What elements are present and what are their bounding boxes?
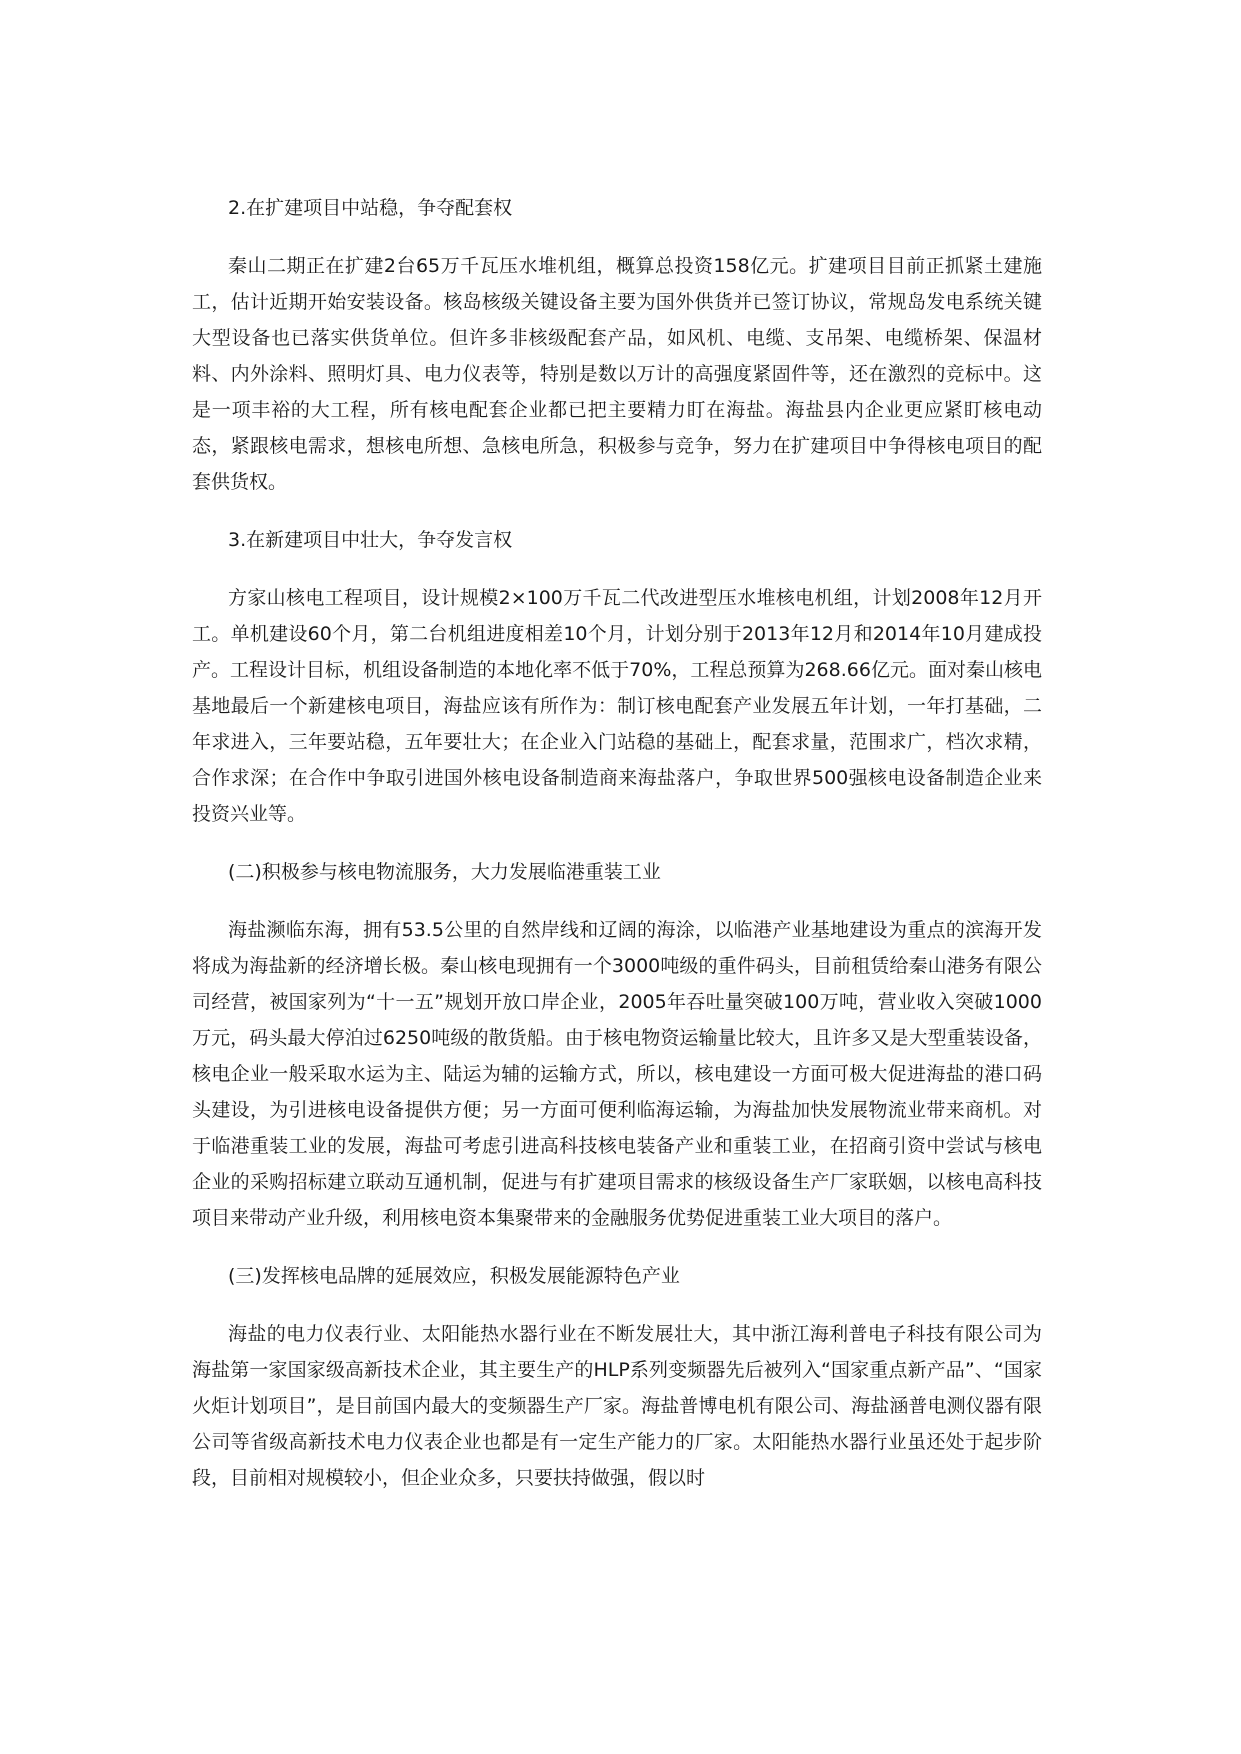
section-paragraph-energy-industry: 海盐的电力仪表行业、太阳能热水器行业在不断发展壮大，其中浙江海利普电子科技有限公司为海盐第一家国家级高新技术企业，其主要生产的HLP系列变频器先后被列入“国家重点新产品”、“国家火炬计划项目”，是目前国内最大的变频器生产厂家。海盐普博电机有限公司、海盐涵普电测仪器有限公司等省级高新技术电力仪表企业也都是有一定生产能力的厂家。太阳能热水器行业虽还处于起步阶段，目前相对规模较小，但企业众多，只要扶持做强，假以时 bbox=[192, 1323, 1042, 1489]
section-heading-expansion: 2.在扩建项目中站稳，争夺配套权 bbox=[228, 197, 513, 219]
section-paragraph-expansion: 秦山二期正在扩建2台65万千瓦压水堆机组，概算总投资158亿元。扩建项目目前正抓紧土建施工，估计近期开始安装设备。核岛核级关键设备主要为国外供货并已签订协议，常规岛发电系统关键大型设备也已落实供货单位。但许多非核级配套产品，如风机、电缆、支吊架、电缆桥架、保温材料、内外涂料、照明灯具、电力仪表等，特别是数以万计的高强度紧固件等，还在激烈的竞标中。这是一项丰裕的大工程，所有核电配套企业都已把主要精力盯在海盐。海盐县内企业更应紧盯核电动态，紧跟核电需求，想核电所想、急核电所急，积极参与竞争，努力在扩建项目中争得核电项目的配套供货权。 bbox=[192, 255, 1042, 493]
section-heading-energy-industry: (三)发挥核电品牌的延展效应，积极发展能源特色产业 bbox=[228, 1265, 680, 1287]
section-paragraph-logistics: 海盐濒临东海，拥有53.5公里的自然岸线和辽阔的海涂，以临港产业基地建设为重点的滨海开发将成为海盐新的经济增长极。秦山核电现拥有一个3000吨级的重件码头，目前租赁给秦山港务有限公司经营，被国家列为“十一五”规划开放口岸企业，2005年吞吐量突破100万吨，营业收入突破1000万元，码头最大停泊过6250吨级的散货船。由于核电物资运输量比较大，且许多又是大型重装设备，核电企业一般采取水运为主、陆运为辅的运输方式，所以，核电建设一方面可极大促进海盐的港口码头建设，为引进核电设备提供方便；另一方面可便利临海运输，为海盐加快发展物流业带来商机。对于临港重装工业的发展，海盐可考虑引进高科技核电装备产业和重装工业，在招商引资中尝试与核电企业的采购招标建立联动互通机制，促进与有扩建项目需求的核级设备生产厂家联姻，以核电高科技项目来带动产业升级，利用核电资本集聚带来的金融服务优势促进重装工业大项目的落户。 bbox=[192, 919, 1042, 1229]
section-heading-logistics: (二)积极参与核电物流服务，大力发展临港重装工业 bbox=[228, 861, 661, 883]
section-paragraph-new-project: 方家山核电工程项目，设计规模2×100万千瓦二代改进型压水堆核电机组，计划2008年12月开工。单机建设60个月，第二台机组进度相差10个月，计划分别于2013年12月和2014年10月建成投产。工程设计目标，机组设备制造的本地化率不低于70%，工程总预算为268.66亿元。面对秦山核电基地最后一个新建核电项目，海盐应该有所作为：制订核电配套产业发展五年计划，一年打基础，二年求进入，三年要站稳，五年要壮大；在企业入门站稳的基础上，配套求量，范围求广，档次求精，合作求深；在合作中争取引进国外核电设备制造商来海盐落户，争取世界500强核电设备制造企业来投资兴业等。 bbox=[192, 587, 1042, 825]
document-body bbox=[192, 190, 1042, 1496]
section-heading-new-project: 3.在新建项目中壮大，争夺发言权 bbox=[228, 529, 513, 551]
